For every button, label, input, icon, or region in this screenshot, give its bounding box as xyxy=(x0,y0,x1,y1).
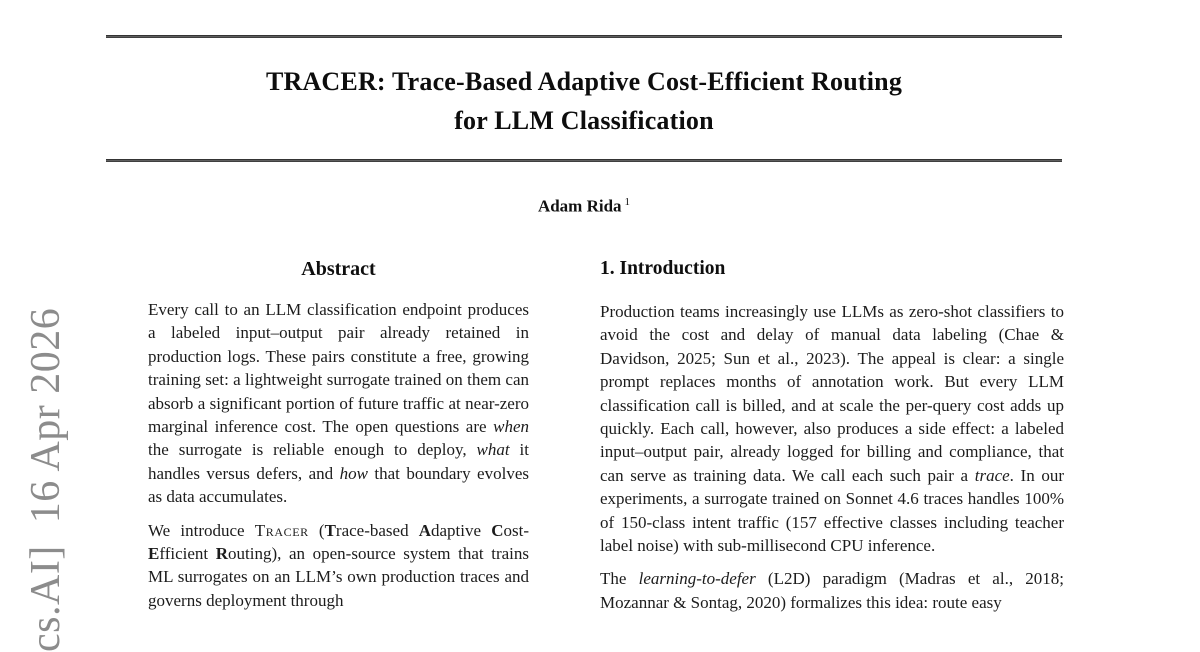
abstract-paragraph-1 xyxy=(148,298,529,509)
acronym-letter-a: A xyxy=(418,520,432,540)
abstract-p1-text: that boundary evolves as data accumulates. xyxy=(148,463,529,507)
abstract-p2-text: ), an open-source system that trains ML surrogates on an LLM’s own production traces and governs deployment through xyxy=(148,544,530,610)
abstract-p2-text: ( xyxy=(308,520,325,540)
arxiv-watermark: cs.AI] 16 Apr 2026 xyxy=(23,307,69,652)
paper-title-line-2: for LLM Classification xyxy=(454,106,714,135)
abstract-p1-text: Every call to an LLM classification endpoint produces a labeled input–output pair already retained in production logs. These pairs constitute a free, growing training set: a lightweight surrogate trained on them can absorb a significant portion of future traffic at near-zero marginal inference cost. The open questions are xyxy=(148,300,529,437)
right-column xyxy=(600,256,1064,624)
intro-p2-text: (L2D) paradigm (Madras et al., 2018; Mozannar & Sontag, 2020) formalizes this idea: route easy xyxy=(600,569,1064,612)
left-column xyxy=(148,256,529,622)
abstract-p1-italic-how: how xyxy=(339,463,368,483)
intro-p1-italic-trace: trace xyxy=(974,465,1010,485)
acronym-letter-c: C xyxy=(491,520,504,540)
abstract-p2-text: fficient xyxy=(159,544,216,564)
introduction-paragraph-1 xyxy=(600,300,1064,557)
abstract-p2-text: daptive xyxy=(431,520,492,540)
title-rule-top xyxy=(106,35,1062,38)
abstract-p2-text: race-based xyxy=(335,520,419,540)
intro-p2-italic-l2d: learning-to-defer xyxy=(638,569,756,589)
abstract-p1-text: the surrogate is reliable enough to deploy, xyxy=(148,440,477,460)
intro-p1-text: Production teams increasingly use LLMs as zero-shot classifiers to avoid the cost and delay of manual data labeling (Chae & Davidson, 2025; Sun et al., 2023). The appeal is clear: a single prompt replaces months of annotation work. But every LLM classification call is billed, and at scale the per-query cost adds up quickly. Each call, however, also produces a side effect: a labeled input–output pair, already logged for billing and compliance, that can serve as training data. We call each such pair a xyxy=(600,302,1064,485)
abstract-p1-italic-what: what xyxy=(476,440,510,460)
abstract-heading: Abstract xyxy=(301,258,376,280)
author-line xyxy=(106,196,1062,217)
abstract-paragraph-2 xyxy=(148,519,529,613)
acronym-letter-r: R xyxy=(215,544,229,564)
author-name: Adam Rida xyxy=(537,196,622,216)
intro-p2-text: The xyxy=(600,569,639,589)
paper-title-line-1: TRACER: Trace-Based Adaptive Cost-Efficient Routing xyxy=(265,67,903,96)
tracer-smallcaps: Tracer xyxy=(254,520,309,540)
abstract-p2-text: We introduce xyxy=(148,520,255,540)
abstract-p2-text: ost- xyxy=(503,520,529,540)
intro-p1-text: . In our experiments, a surrogate trained on Sonnet 4.6 traces handles 100% of 150-class intent traffic (157 effective classes including teacher label noise) with sub-millisecond CPU inference. xyxy=(600,465,1065,556)
title-rule-bottom xyxy=(106,159,1062,162)
introduction-paragraph-2 xyxy=(600,567,1064,614)
introduction-heading: 1. Introduction xyxy=(600,258,726,279)
acronym-letter-t: T xyxy=(324,520,336,540)
acronym-letter-e: E xyxy=(148,544,160,564)
abstract-p2-text: outing xyxy=(228,544,272,564)
author-affiliation-mark: 1 xyxy=(624,196,631,208)
abstract-p1-text: it handles versus defers, and xyxy=(148,440,529,483)
abstract-p1-italic-when: when xyxy=(493,417,529,437)
paper-title xyxy=(106,62,1062,140)
